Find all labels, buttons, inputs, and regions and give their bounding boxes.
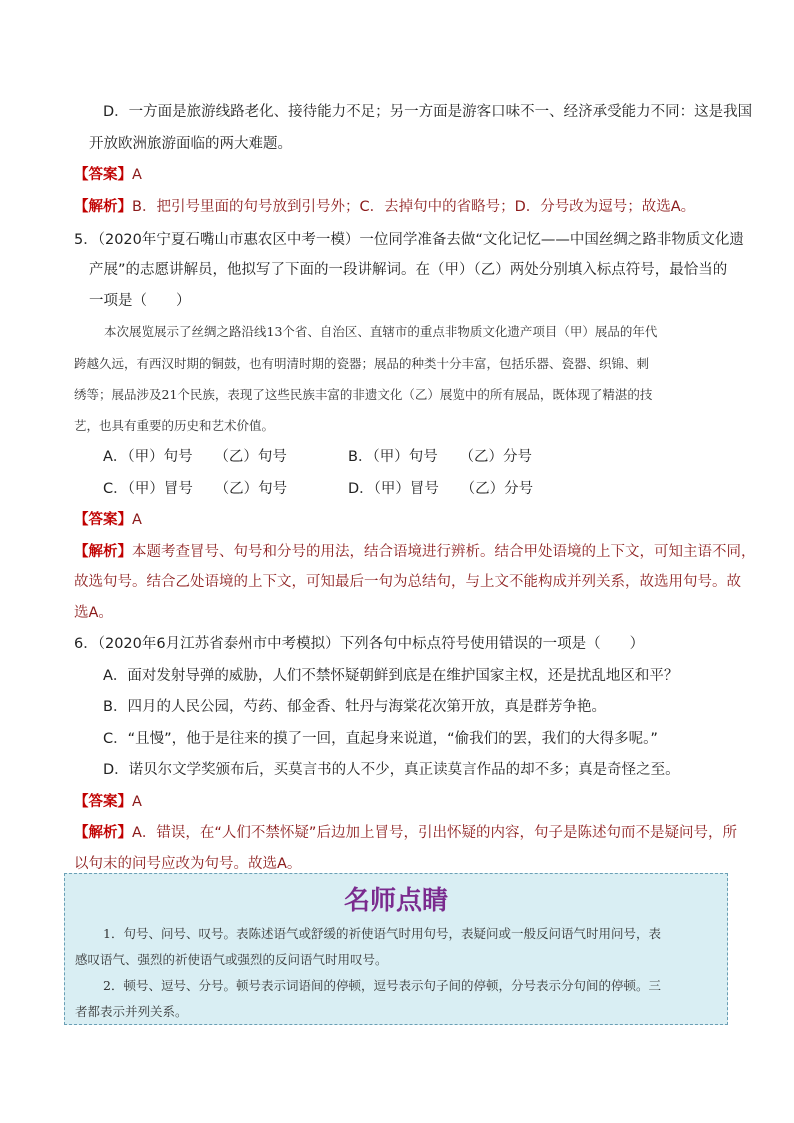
- answer-label: 【答案】: [74, 512, 132, 528]
- answer-label: 【答案】: [74, 167, 132, 183]
- q5-analysis-line1: [74, 540, 756, 561]
- q5-stem-line3: 一项是（ ）: [89, 293, 191, 309]
- q4-option-d-line2: 开放欧洲旅游面临的两大难题。: [89, 136, 292, 152]
- analysis-label: 【解析】: [74, 199, 132, 215]
- q5-stem-line1: 5．（2020年宁夏石嘴山市惠农区中考一模）一位同学准备去做“文化记忆——中国丝绸之路非物质文化遗: [74, 232, 744, 248]
- analysis-text: B．把引号里面的句号放到引号外；C．去掉句中的省略号；D．分号改为逗号；故选A。: [132, 199, 696, 215]
- q5-option-b: B．（甲）句号 （乙）分号: [348, 449, 532, 465]
- answer-value: A: [132, 512, 142, 528]
- analysis-label: 【解析】: [74, 544, 132, 560]
- q4-answer: [74, 163, 142, 184]
- answer-value: A: [132, 794, 142, 810]
- q6-answer: [74, 790, 142, 811]
- q5-passage-line3: 绣等；展品涉及21个民族，表现了这些民族丰富的非遗文化（乙）展览中的所有展品，既体现了精湛的技: [74, 387, 653, 402]
- q6-option-c: C．“且慢”，他于是往来的摸了一回，直起身来说道，“偷我们的罢，我们的大得多呢。”: [103, 731, 658, 747]
- q5-analysis-line2: 故选句号。结合乙处语境的上下文，可知最后一句为总结句，与上文不能构成并列关系，故选用句号。故: [74, 574, 741, 590]
- q6-option-a: A．面对发射导弹的威胁，人们不禁怀疑朝鲜到底是在维护国家主权，还是扰乱地区和平？: [103, 668, 679, 684]
- tips-point1-line2: 感叹语气、强烈的祈使语气或强烈的反问语气时用叹号。: [75, 952, 388, 967]
- q5-option-c: C．（甲）冒号 （乙）句号: [103, 481, 288, 497]
- q5-analysis-line3: 选A。: [74, 605, 113, 621]
- analysis-label: 【解析】: [74, 825, 132, 841]
- q5-passage-line2: 跨越久远，有西汉时期的铜鼓，也有明清时期的瓷器；展品的种类十分丰富，包括乐器、瓷器、织锦、刺: [74, 356, 650, 371]
- analysis-text: A．错误，在“人们不禁怀疑”后边加上冒号，引出怀疑的内容，句子是陈述句而不是疑问号，所: [132, 825, 737, 841]
- q6-option-d: D．诺贝尔文学奖颁布后，买莫言书的人不少，真正读莫言作品的却不多；真是奇怪之至。: [103, 762, 680, 778]
- answer-label: 【答案】: [74, 794, 132, 810]
- tips-point2-line2: 者都表示并列关系。: [75, 1004, 188, 1019]
- tips-point1-line1: 1．句号、问号、叹号。表陈述语气或舒缓的祈使语气时用句号，表疑问或一般反问语气时用问号，表: [103, 926, 661, 941]
- tips-title: 名师点睛: [343, 886, 448, 916]
- q5-stem-line2: 产展”的志愿讲解员，他拟写了下面的一段讲解词。在（甲）（乙）两处分别填入标点符号，最恰当的: [89, 262, 728, 278]
- tips-point2-line1: 2．顿号、逗号、分号。顿号表示词语间的停顿，逗号表示句子间的停顿，分号表示分句间的停顿。三: [103, 978, 661, 993]
- q5-passage-line1: 本次展览展示了丝绸之路沿线13个省、自治区、直辖市的重点非物质文化遗产项目（甲）展品的年代: [104, 324, 658, 339]
- q5-passage-line4: 艺，也具有重要的历史和艺术价值。: [74, 418, 275, 433]
- q6-stem: 6．（2020年6月江苏省泰州市中考模拟）下列各句中标点符号使用错误的一项是（ ）: [74, 636, 645, 652]
- analysis-text: 本题考查冒号、句号和分号的用法，结合语境进行辨析。结合甲处语境的上下文，可知主语不同，: [132, 544, 756, 560]
- tips-box: [64, 873, 728, 1025]
- q6-analysis-line1: [74, 821, 737, 842]
- q4-option-d-line1: D．一方面是旅游线路老化、接待能力不足；另一方面是游客口味不一、经济承受能力不同：这是我国: [103, 104, 753, 120]
- answer-value: A: [132, 167, 142, 183]
- q5-option-d: D．（甲）冒号 （乙）分号: [348, 481, 534, 497]
- q6-analysis-line2: 以句末的问号应改为句号。故选A。: [74, 856, 302, 872]
- q6-option-b: B．四月的人民公园，芍药、郁金香、牡丹与海棠花次第开放，真是群芳争艳。: [103, 699, 606, 715]
- q5-option-a: A．（甲）句号 （乙）句号: [103, 449, 287, 465]
- q5-answer: [74, 508, 142, 529]
- q4-analysis: [74, 195, 695, 216]
